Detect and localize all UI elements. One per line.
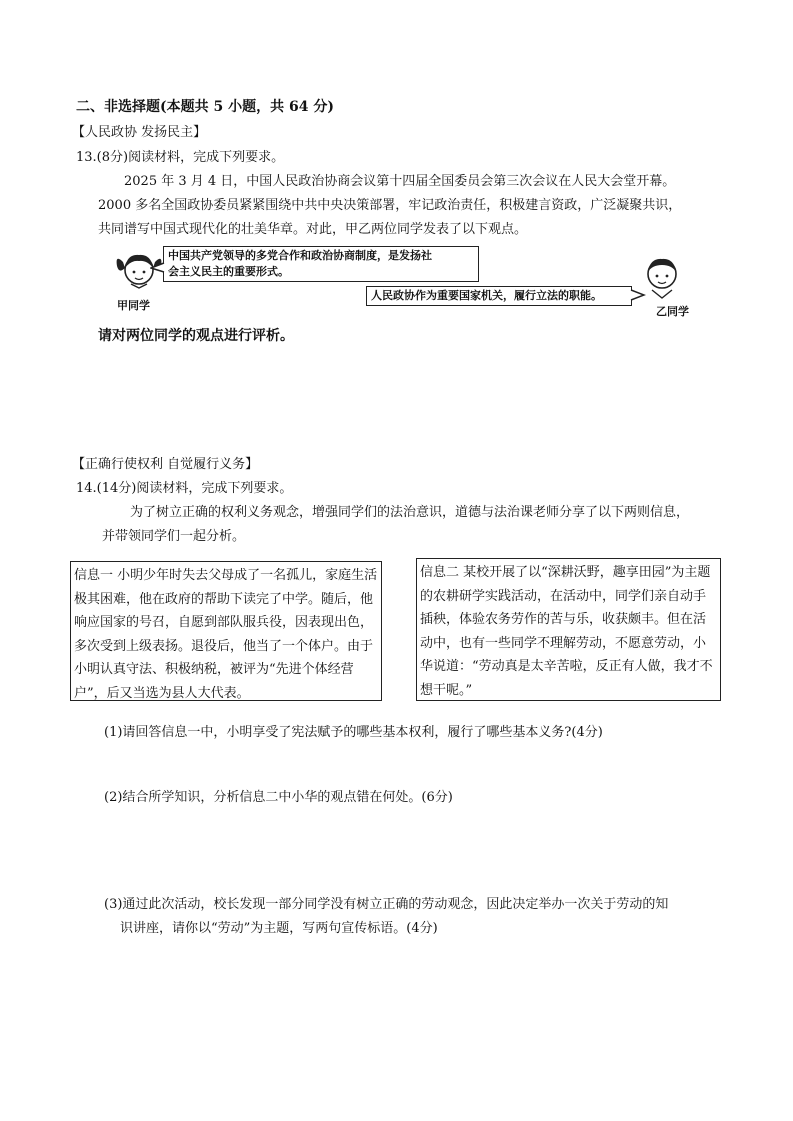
- q13-paragraph-line1: 2025 年 3 月 4 日，中国人民政治协商会议第十四届全国委员会第三次会议在人民大会堂开幕。: [124, 174, 676, 189]
- q14-paragraph-line1: 为了树立正确的权利义务观念，增强同学们的法治意识，道德与法治课老师分享了以下两则信息，: [130, 505, 690, 520]
- student-a-bubble-tail-icon: [150, 262, 166, 274]
- q14-header: 14.(14分)阅读材料，完成下列要求。: [76, 481, 293, 496]
- q13-topic: 【人民政协 发扬民主】: [72, 125, 207, 140]
- student-b-speech-bubble: [366, 286, 632, 306]
- q13-paragraph-line3: 共同谱写中国式现代化的壮美华章。对此，甲乙两位同学发表了以下观点。: [98, 222, 528, 237]
- q14-subquestion-2: (2)结合所学知识，分析信息二中小华的观点错在何处。(6分): [104, 790, 453, 805]
- q14-subquestion-3-line1: (3)通过此次活动，校长发现一部分同学没有树立正确的劳动观念，因此决定举办一次关于劳动的知: [104, 897, 669, 912]
- student-b-opinion: 人民政协作为重要国家机关，履行立法的职能。: [371, 289, 602, 302]
- q13-paragraph-line2: 2000 多名全国政协委员紧紧围绕中共中央决策部署，牢记政治责任，积极建言资政，广泛凝聚共识，: [98, 198, 682, 213]
- student-a-speech-bubble: [163, 246, 479, 282]
- q13-header: 13.(8分)阅读材料，完成下列要求。: [76, 150, 285, 165]
- info-box-one: 信息一 小明少年时失去父母成了一名孤儿，家庭生活极其困难，他在政府的帮助下读完了中学。随后，他响应国家的号召，自愿到部队服兵役，因表现出色，多次受到上级表扬。退役后，他当了一个体户。由于小明认真守法、积极纳税，被评为“先进个体经营户”，后又当选为县人大代表。: [70, 561, 382, 701]
- q14-topic: 【正确行使权利 自觉履行义务】: [72, 457, 259, 472]
- student-a-opinion-line1: 中国共产党领导的多党合作和政治协商制度，是发扬社: [168, 249, 432, 262]
- q14-paragraph-line2: 并带领同学们一起分析。: [102, 529, 246, 544]
- info-box-two: 信息二 某校开展了以“深耕沃野，趣享田园”为主题的农耕研学实践活动，在活动中，同学们亲自动手插秧，体验农务劳作的苦与乐，收获颇丰。但在活动中，也有一些同学不理解劳动，不愿意劳动，小华说道：“劳动真是太辛苦啦，反正有人做，我才不想干呢。”: [416, 558, 721, 701]
- student-a-opinion-line2: 会主义民主的重要形式。: [168, 265, 289, 278]
- section-title: 二、非选择题(本题共 5 小题，共 64 分): [76, 99, 334, 115]
- q13-prompt: 请对两位同学的观点进行评析。: [98, 328, 294, 344]
- q14-subquestion-1: (1)请回答信息一中，小明享受了宪法赋予的哪些基本权利，履行了哪些基本义务?(4分): [104, 725, 603, 740]
- student-b-cartoon-icon: [642, 254, 682, 302]
- q14-subquestion-3-line2: 识讲座，请你以“劳动”为主题，写两句宣传标语。(4分): [120, 921, 438, 936]
- student-b-label: 乙同学: [656, 305, 689, 318]
- student-a-label: 甲同学: [117, 299, 150, 312]
